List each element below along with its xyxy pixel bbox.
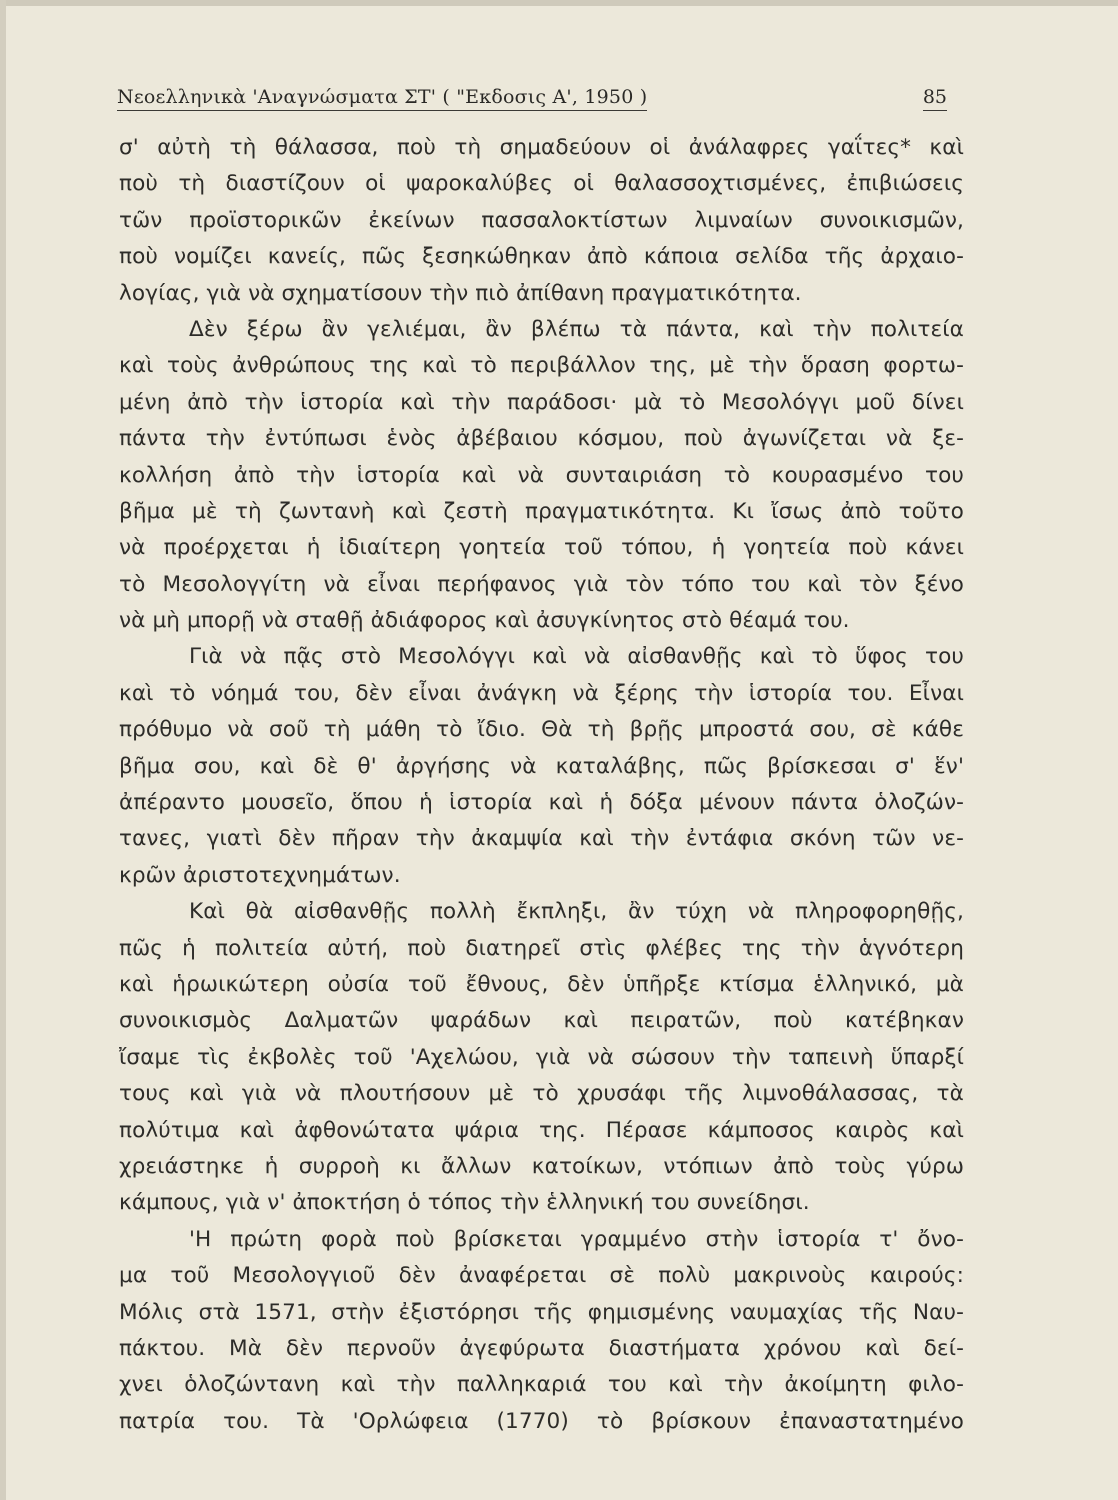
- text-line: μα τοῦ Μεσολογγιοῦ δὲν ἀναφέρεται σὲ πολὺ μακρινοὺς καιρούς:: [119, 1263, 964, 1289]
- page-number: 85: [923, 86, 947, 111]
- running-title: Νεοελληνικὰ 'Αναγνώσματα ΣΤ' ( "Εκδοσις Α', 1950 ): [117, 86, 647, 111]
- text-line: νὰ προέρχεται ἡ ἰδιαίτερη γοητεία τοῦ τόπου, ἡ γοητεία ποὺ κάνει: [119, 535, 964, 561]
- paragraph-first-line: Γιὰ νὰ πᾷς στὸ Μεσολόγγι καὶ νὰ αἰσθανθῇς καὶ τὸ ὕφος του: [189, 644, 964, 670]
- text-line: Μόλις στὰ 1571, στὴν ἐξιστόρησι τῆς φημισμένης ναυμαχίας τῆς Ναυ-: [119, 1299, 964, 1325]
- paragraph-first-line: Δὲν ξέρω ἂν γελιέμαι, ἂν βλέπω τὰ πάντα, καὶ τὴν πολιτεία: [189, 316, 964, 342]
- text-line: κολλήση ἀπὸ τὴν ἱστορία καὶ νὰ συνταιριάση τὸ κουρασμένο του: [119, 462, 964, 488]
- text-line: χνει ὁλοζώντανη καὶ τὴν παλληκαριά του καὶ τὴν ἀκοίμητη φιλο-: [119, 1372, 964, 1398]
- text-line: τανες, γιατὶ δὲν πῆραν τὴν ἀκαμψία καὶ τὴν ἐντάφια σκόνη τῶν νε-: [119, 826, 964, 852]
- text-line: πατρία του. Τὰ 'Ορλώφεια (1770) τὸ βρίσκουν ἐπαναστατημένο: [119, 1408, 964, 1434]
- text-line: κρῶν ἀριστοτεχνημάτων.: [119, 862, 401, 888]
- text-line: τους καὶ γιὰ νὰ πλουτήσουν μὲ τὸ χρυσάφι τῆς λιμνοθάλασσας, τὰ: [119, 1081, 964, 1107]
- text-line: ἀπέραντο μουσεῖο, ὅπου ἡ ἱστορία καὶ ἡ δόξα μένουν πάντα ὁλοζών-: [119, 790, 964, 816]
- text-line: σ' αὐτὴ τὴ θάλασσα, ποὺ τὴ σημαδεύουν οἱ ἀνάλαφρες γαΐτες* καὶ: [119, 135, 964, 160]
- text-line: ποὺ τὴ διαστίζουν οἱ ψαροκαλύβες οἱ θαλασσοχτισμένες, ἐπιβιώσεις: [119, 171, 964, 197]
- running-head: [117, 86, 947, 120]
- text-line: τὸ Μεσολογγίτη νὰ εἶναι περήφανος γιὰ τὸν τόπο του καὶ τὸν ξένο: [119, 571, 964, 597]
- text-line: τῶν προϊστορικῶν ἐκείνων πασσαλοκτίστων λιμναίων συνοικισμῶν,: [119, 207, 964, 233]
- paragraph-first-line: 'Η πρώτη φορὰ ποὺ βρίσκεται γραμμένο στὴν ἱστορία τ' ὄνο-: [189, 1226, 964, 1252]
- text-line: χρειάστηκε ἡ συρροὴ κι ἄλλων κατοίκων, ντόπιων ἀπὸ τοὺς γύρω: [119, 1153, 964, 1179]
- text-line: μένη ἀπὸ τὴν ἱστορία καὶ τὴν παράδοσι· μὰ τὸ Μεσολόγγι μοῦ δίνει: [119, 389, 964, 415]
- body-text: [119, 130, 964, 1440]
- text-line: πάντα τὴν ἐντύπωσι ἑνὸς ἀβέβαιου κόσμου, ποὺ ἀγωνίζεται νὰ ξε-: [119, 426, 964, 452]
- text-line: καὶ ἡρωικώτερη οὐσία τοῦ ἔθνους, δὲν ὑπῆρξε κτίσμα ἑλληνικό, μὰ: [119, 971, 964, 997]
- text-line: καὶ τὸ νόημά του, δὲν εἶναι ἀνάγκη νὰ ξέρης τὴν ἱστορία του. Εἶναι: [119, 680, 964, 706]
- text-line: ποὺ νομίζει κανείς, πῶς ξεσηκώθηκαν ἀπὸ κάποια σελίδα τῆς ἀρχαιο-: [119, 244, 964, 270]
- text-line: πολύτιμα καὶ ἀφθονώτατα ψάρια της. Πέρασε κάμποσος καιρὸς καὶ: [119, 1117, 964, 1143]
- paragraph-first-line: Καὶ θὰ αἰσθανθῇς πολλὴ ἔκπληξι, ἂν τύχη νὰ πληροφορηθῇς,: [189, 899, 964, 925]
- text-line: ἴσαμε τὶς ἐκβολὲς τοῦ 'Αχελώου, γιὰ νὰ σώσουν τὴν ταπεινὴ ὕπαρξί: [119, 1044, 964, 1070]
- text-line: κάμπους, γιὰ ν' ἀποκτήση ὁ τόπος τὴν ἑλληνική του συνείδησι.: [119, 1190, 810, 1216]
- text-line: βῆμα μὲ τὴ ζωντανὴ καὶ ζεστὴ πραγματικότητα. Κι ἴσως ἀπὸ τοῦτο: [119, 498, 964, 524]
- text-line: πάκτου. Μὰ δὲν περνοῦν ἀγεφύρωτα διαστήματα χρόνου καὶ δεί-: [119, 1335, 964, 1361]
- text-line: νὰ μὴ μπορῇ νὰ σταθῇ ἀδιάφορος καὶ ἀσυγκίνητος στὸ θέαμά του.: [119, 608, 850, 634]
- text-line: λογίας, γιὰ νὰ σχηματίσουν τὴν πιὸ ἀπίθανη πραγματικότητα.: [119, 280, 802, 306]
- text-line: συνοικισμὸς Δαλματῶν ψαράδων καὶ πειρατῶν, ποὺ κατέβηκαν: [119, 1008, 964, 1034]
- text-line: καὶ τοὺς ἀνθρώπους της καὶ τὸ περιβάλλον της, μὲ τὴν ὅραση φορτω-: [119, 353, 964, 379]
- text-line: βῆμα σου, καὶ δὲ θ' ἀργήσης νὰ καταλάβης, πῶς βρίσκεσαι σ' ἕν': [119, 753, 964, 779]
- text-line: πῶς ἡ πολιτεία αὐτή, ποὺ διατηρεῖ στὶς φλέβες της τὴν ἁγνότερη: [119, 935, 964, 961]
- text-line: πρόθυμο νὰ σοῦ τὴ μάθη τὸ ἴδιο. Θὰ τὴ βρῇς μπροστά σου, σὲ κάθε: [119, 717, 964, 743]
